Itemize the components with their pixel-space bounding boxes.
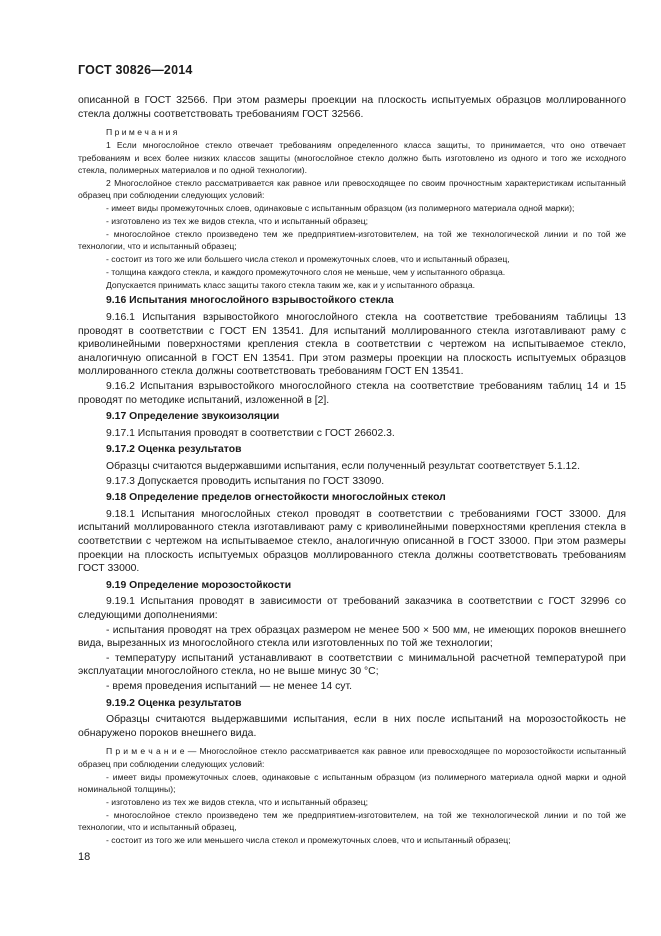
section-heading: 9.17 Определение звукоизоляции [106, 411, 280, 423]
paragraph: 9.16.1 Испытания взрывостойкого многослойного стекла на соответствие требованиям таблицы 13 проводят в соответствии с ГОСТ EN 13541. Для испытаний моллированного стекла изготавливают раму с криволинейными поверхностями крепления стекла в соответствии с чертежом на испытываемое стекло, аналогичную описанной в ГОСТ EN 13541. При этом размеры проекции на плоскость испытуемых образцов моллированного стекла должны соответствовать требованиям ГОСТ EN 13541. [78, 312, 626, 378]
note-item: - толщина каждого стекла, и каждого промежуточного слоя не меньше, чем у испытанного образца. [106, 267, 506, 278]
note-item: - изготовлено из тех же видов стекла, что и испытанный образец; [106, 216, 369, 227]
paragraph: Образцы считаются выдержавшими испытания, если полученный результат соответствует 5.1.12. [106, 461, 580, 472]
paragraph: 9.19.1 Испытания проводят в зависимости от требований заказчика в соответствии с ГОСТ 32996 со следующими дополнениями: [78, 596, 626, 621]
document-header: ГОСТ 30826—2014 [78, 63, 193, 77]
paragraph: 9.18.1 Испытания многослойных стекол проводят в соответствии с требованиями ГОСТ 33000. Для испытаний моллированного стекла изготавливают раму с криволинейными поверхностями крепления стекла в соответствии с чертежом на испытываемое стекло, аналогичную описанной в ГОСТ 33000. При этом размеры проекции на плоскость испытуемых образцов моллированного стекла должны соответствовать требованиям ГОСТ 33000. [78, 508, 626, 575]
note-item: - изготовлено из тех же видов стекла, что и испытанный образец; [106, 796, 369, 807]
section-heading: 9.19 Определение морозостойкости [106, 579, 292, 591]
notes-label: П р и м е ч а н и я [106, 127, 178, 138]
note-text: — Многослойное стекло рассматривается как равное или превосходящее по морозостойкости испытанный образец при соблюдении следующих условий: [78, 746, 627, 769]
document-body [78, 94, 626, 847]
note-item: - состоит из того же или большего числа стекол и промежуточных слоев, что и испытанный образец, [106, 254, 510, 265]
note-item: - многослойное стекло произведено тем же предприятием-изготовителем, на той же технологической линии и по той же технологии, что и испытанный образец, [78, 809, 626, 833]
note-paragraph [78, 745, 626, 770]
note-item: - имеет виды промежуточных слоев, одинаковые с испытанным образцом (из полимерного материала одной марки); [106, 203, 575, 214]
paragraph: - время проведения испытаний — не менее 14 сут. [106, 680, 352, 692]
section-heading: 9.18 Определение пределов огнестойкости многослойных стекол [106, 492, 446, 504]
note-item: - многослойное стекло произведено тем же предприятием-изготовителем, на той же технологической линии и по той же технологии, что и испытанный образец; [78, 228, 626, 252]
paragraph: 9.17.1 Испытания проводят в соответствии с ГОСТ 26602.3. [106, 427, 395, 439]
section-heading: 9.16 Испытания многослойного взрывостойкого стекла [106, 295, 394, 307]
paragraph: - температуру испытаний устанавливают в соответствии с минимальной расчетной температурой при эксплуатации многослойного стекла, но не выше минус 30 °С; [78, 652, 626, 678]
paragraph: 9.17.3 Допускается проводить испытания по ГОСТ 33090. [106, 475, 385, 487]
paragraph: Образцы считаются выдержавшими испытания, если в них после испытаний на морозостойкость не обнаружено пороков внешнего вида. [78, 714, 626, 739]
page-number: 18 [78, 851, 91, 863]
note-item: Допускается принимать класс защиты такого стекла таким же, как и у испытанного образца. [106, 280, 476, 291]
paragraph: 9.16.2 Испытания взрывостойкого многослойного стекла на соответствие требованиям таблиц 14 и 15 проводят по методике испытаний, изложенной в [2]. [78, 381, 626, 406]
note-label: П р и м е ч а н и е [106, 746, 185, 757]
note-item: 2 Многослойное стекло рассматривается как равное или превосходящее по своим прочностным характеристикам испытанный образец при соблюдении следующих условий: [78, 177, 626, 201]
note-item: 1 Если многослойное стекло отвечает требованиям определенного класса защиты, то принимается, что оно отвечает требованиям и всех более низких классов защиты (многослойное стекло должно быть изготовлено из одного и того же исходного стекла, полимерных материалов и по одной технологии). [78, 140, 626, 175]
paragraph: описанной в ГОСТ 32566. При этом размеры проекции на плоскость испытуемых образцов моллированного стекла должны соответствовать требованиям ГОСТ 32566. [78, 95, 626, 120]
note-item: - имеет виды промежуточных слоев, одинаковые с испытанным образцом (из полимерного материала одной марки и одной номинальной толщины); [78, 771, 626, 794]
paragraph: - испытания проводят на трех образцах размером не менее 500 × 500 мм, не имеющих пороков внешнего вида, вырезанных из многослойного стекла или изготовленных по той же технологии; [78, 624, 626, 650]
section-heading: 9.17.2 Оценка результатов [106, 444, 242, 456]
note-item: - состоит из того же или меньшего числа стекол и промежуточных слоев, что и испытанный образец; [106, 835, 511, 846]
section-heading: 9.19.2 Оценка результатов [106, 697, 242, 709]
